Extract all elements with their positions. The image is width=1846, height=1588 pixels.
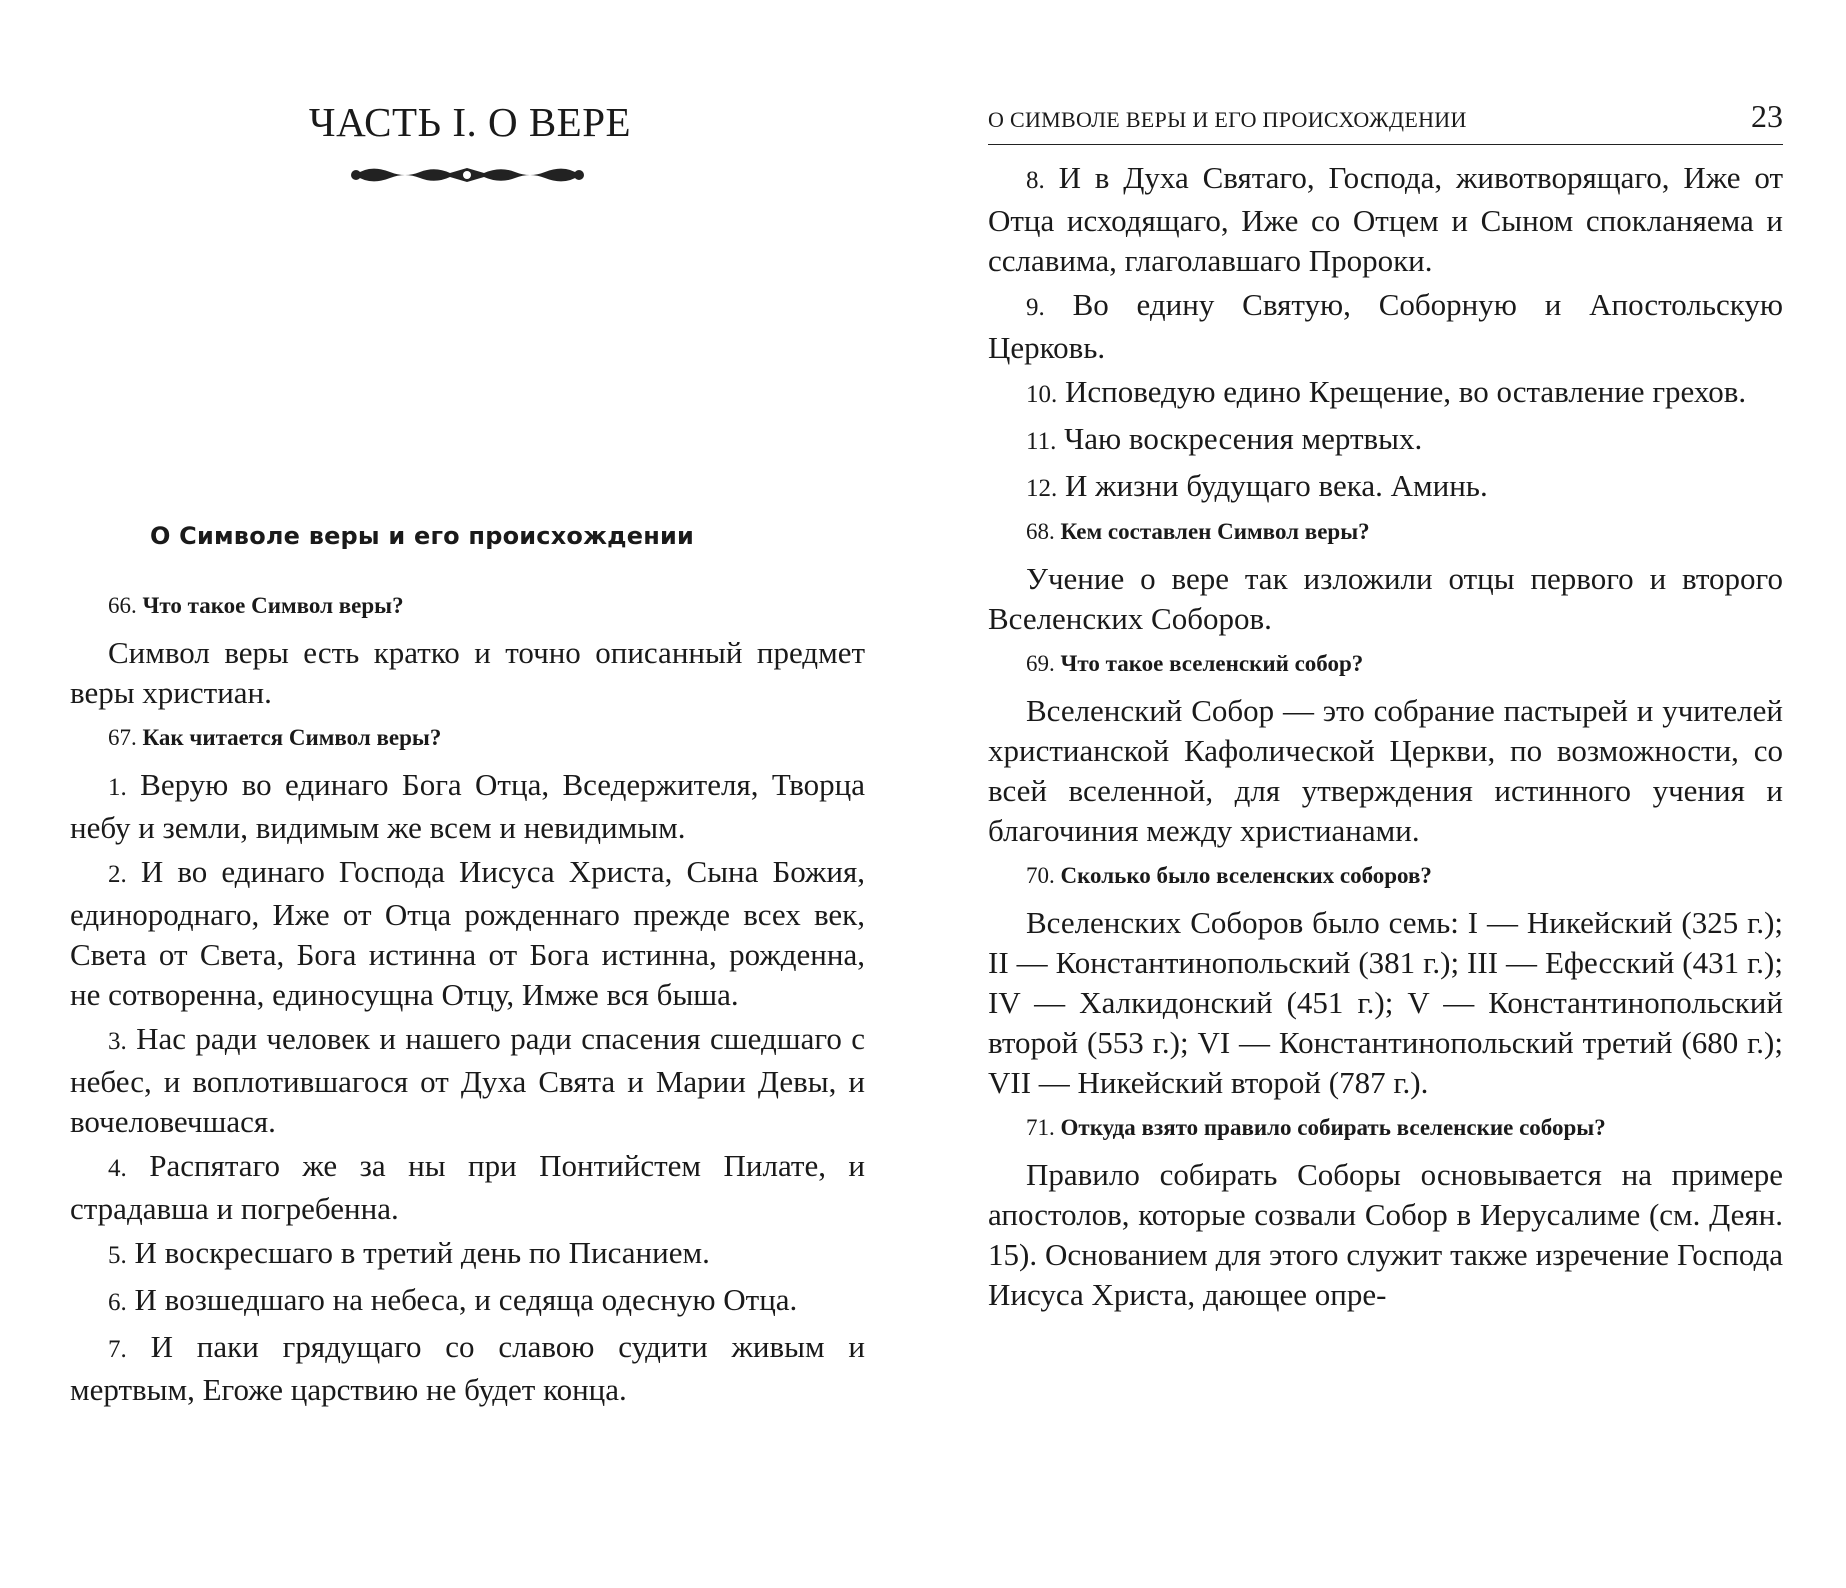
creed-article: 1. Верую во единаго Бога Отца, Вседержителя, Творца небу и земли, видимым же всем и невидимым.: [70, 767, 865, 845]
creed-article: 2. И во единаго Господа Иисуса Христа, Сына Божия, единороднаго, Иже от Отца рожденнаго прежде всех век, Света от Света, Бога истинна от Бога истинна, рожденна, не сотворенна, единосущна Отцу, Имже вся быша.: [70, 854, 866, 1012]
creed-article: 11. Чаю воскресения мертвых.: [1026, 421, 1423, 456]
running-title: О СИМВОЛЕ ВЕРЫ И ЕГО ПРОИСХОЖДЕНИИ: [988, 107, 1467, 132]
answer-68: Учение о вере так изложили отцы первого и второго Вселенских Соборов.: [988, 561, 1783, 636]
page-number: 23: [1751, 98, 1783, 134]
creed-article: 7. И паки грядущаго со славою судити живым и мертвым, Егоже царствию не будет конца.: [70, 1329, 865, 1407]
answer-66: Символ веры есть кратко и точно описанный предмет веры христиан.: [70, 635, 865, 710]
creed-article: 8. И в Духа Святаго, Господа, животворящаго, Иже от Отца исходящаго, Иже со Отцем и Сыном спокланяема и сславима, глаголавшаго Пророки.: [988, 160, 1783, 278]
running-head: [988, 98, 1783, 145]
right-page: [923, 0, 1846, 1588]
answer-70: Вселенских Соборов было семь: I — Никейский (325 г.); II — Константинопольский (381 г.); III — Ефесский (431 г.); IV — Халкидонский (451 г.); V — Константинопольский второй (553 г.); VI — Константинопольский третий (680 г.); VII — Никейский второй (787 г.).: [988, 905, 1783, 1100]
answer-71: Правило собирать Соборы основывается на примере апостолов, которые созвали Собор в Иерусалиме (см. Деян. 15). Основанием для этого служит также изречение Господа Иисуса Христа, дающее опре-: [988, 1157, 1783, 1312]
section-title: О Символе веры и его происхождении: [150, 522, 695, 550]
left-body: [70, 583, 865, 1414]
question-70: 70. Сколько было вселенских соборов?: [1026, 863, 1432, 888]
creed-article: 10. Исповедую едино Крещение, во оставление грехов.: [1026, 374, 1747, 409]
creed-article: 6. И возшедшаго на небеса, и седяща одесную Отца.: [108, 1282, 798, 1317]
part-title: ЧАСТЬ I. О ВЕРЕ: [308, 99, 632, 145]
creed-article: 12. И жизни будущаго века. Аминь.: [1026, 468, 1488, 503]
question-67: 67. Как читается Символ веры?: [108, 725, 442, 750]
creed-article: 3. Нас ради человек и нашего ради спасения сшедшаго с небес, и воплотившагося от Духа Свята и Марии Девы, и вочеловечшася.: [70, 1021, 865, 1139]
creed-article: 5. И воскресшаго в третий день по Писанием.: [108, 1235, 710, 1270]
right-body: [988, 158, 1783, 1323]
question-68: 68. Кем составлен Символ веры?: [1026, 519, 1370, 544]
question-71: 71. Откуда взято правило собирать вселенские соборы?: [1026, 1115, 1606, 1140]
answer-69: Вселенский Собор — это собрание пастырей и учителей христианской Кафолической Церкви, по возможности, со всей вселенной, для утверждения истинного учения и благочиния между христианами.: [988, 693, 1783, 848]
question-66: 66. Что такое Символ веры?: [108, 593, 404, 618]
question-69: 69. Что такое вселенский собор?: [1026, 651, 1364, 676]
creed-article: 9. Во едину Святую, Соборную и Апостольскую Церковь.: [988, 287, 1783, 365]
creed-article: 4. Распятаго же за ны при Понтийстем Пилате, и страдавша и погребенна.: [70, 1148, 866, 1226]
ornament-divider-icon: [350, 160, 585, 190]
